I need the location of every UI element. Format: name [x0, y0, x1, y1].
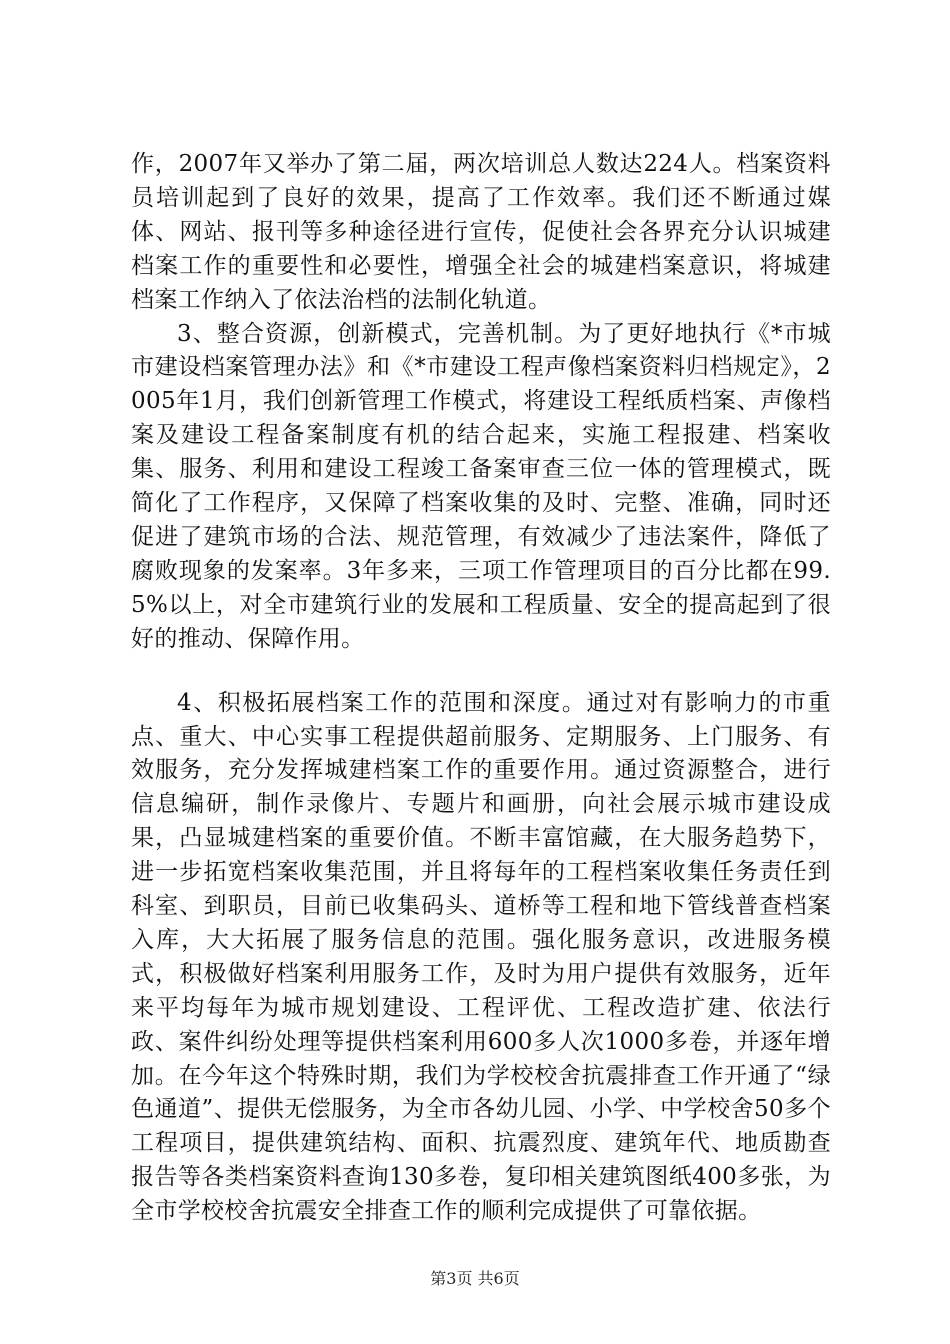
document-body: [131, 148, 831, 1229]
paragraph-spacer: [131, 657, 831, 687]
paragraph-item-3: 3、整合资源，创新模式，完善机制。为了更好地执行《*市城市建设档案管理办法》和《*市建设工程声像档案资料归档规定》，2005年1月，我们创新管理工作模式，将建设工程纸质档案、声像档案及建设工程备案制度有机的结合起来，实施工程报建、档案收集、服务、利用和建设工程竣工备案审查三位一体的管理模式，既简化了工作程序，又保障了档案收集的及时、完整、准确，同时还促进了建筑市场的合法、规范管理，有效减少了违法案件，降低了腐败现象的发案率。3年多来，三项工作管理项目的百分比都在99.5%以上，对全市建筑行业的发展和工程质量、安全的提高起到了很好的推动、保障作用。: [131, 320, 831, 652]
paragraph-continuation: 作，2007年又举办了第二届，两次培训总人数达224人。档案资料员培训起到了良好的效果，提高了工作效率。我们还不断通过媒体、网站、报刊等多种途径进行宣传，促使社会各界充分认识城建档案工作的重要性和必要性，增强全社会的城建档案意识，将城建档案工作纳入了依法治档的法制化轨道。: [131, 151, 831, 313]
page-number-footer: 第3页 共6页: [430, 1269, 520, 1288]
paragraph-item-4: 4、积极拓展档案工作的范围和深度。通过对有影响力的市重点、重大、中心实事工程提供超前服务、定期服务、上门服务、有效服务，充分发挥城建档案工作的重要作用。通过资源整合，进行信息编研，制作录像片、专题片和画册，向社会展示城市建设成果，凸显城建档案的重要价值。不断丰富馆藏，在大服务趋势下，进一步拓宽档案收集范围，并且将每年的工程档案收集任务责任到科室、到职员，目前已收集码头、道桥等工程和地下管线普查档案入库，大大拓展了服务信息的范围。强化服务意识，改进服务模式，积极做好档案利用服务工作，及时为用户提供有效服务，近年来平均每年为城市规划建设、工程评优、工程改造扩建、依法行政、案件纠纷处理等提供档案利用600多人次1000多卷，并逐年增加。在今年这个特殊时期，我们为学校校舍抗震排查工作开通了“绿色通道”、提供无偿服务，为全市各幼儿园、小学、中学校舍50多个工程项目，提供建筑结构、面积、抗震烈度、建筑年代、地质勘查报告等各类档案资料查询130多卷，复印相关建筑图纸400多张，为全市学校校舍抗震安全排查工作的顺利完成提供了可靠依据。: [131, 689, 831, 1225]
